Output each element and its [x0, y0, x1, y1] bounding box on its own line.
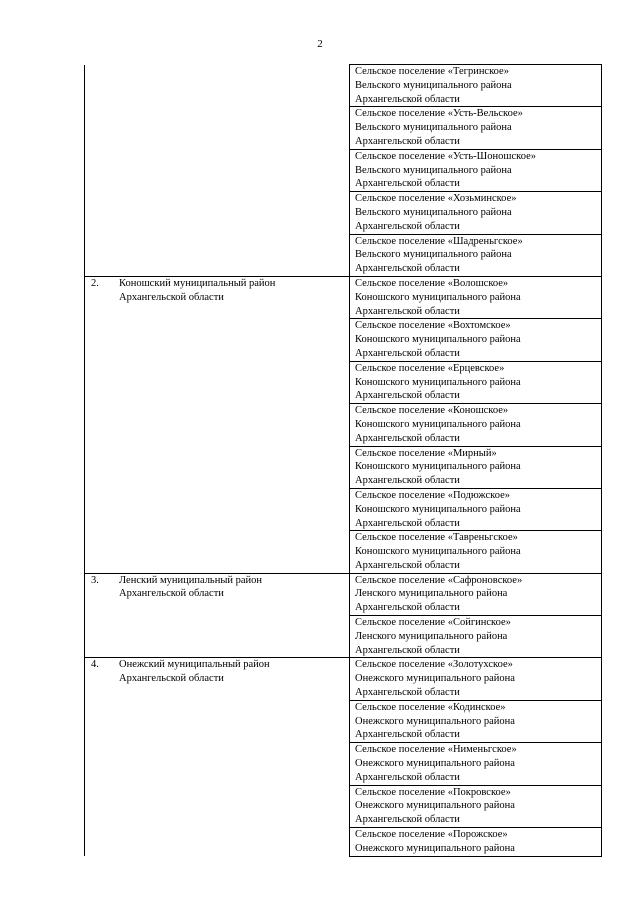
settlement-name-line: Архангельской области [355, 602, 460, 614]
settlement-name-line: Сельское поселение «Покровское» [355, 786, 511, 798]
settlement-cell [350, 192, 602, 234]
settlement-cell [350, 276, 602, 318]
table-row [85, 531, 602, 573]
row-number-cell [85, 446, 119, 488]
table-row [85, 743, 602, 785]
row-number-cell [85, 404, 119, 446]
settlement-cell [350, 149, 602, 191]
settlement-name-line: Архангельской области [355, 93, 460, 105]
row-number-cell [85, 700, 119, 742]
settlement-name-line: Вельского муниципального района [355, 79, 512, 91]
district-cell [118, 404, 350, 446]
settlement-name-line: Сельское поселение «Порожское» [355, 829, 508, 841]
settlement-name-line: Архангельской области [355, 220, 460, 232]
settlement-name-line: Сельское поселение «Вохтомское» [355, 320, 511, 332]
settlement-cell [350, 234, 602, 276]
settlement-cell [350, 828, 602, 857]
table-row [85, 192, 602, 234]
row-number-cell [85, 785, 119, 827]
settlement-name-line: Коношского муниципального района [355, 461, 521, 473]
settlement-cell [350, 65, 602, 107]
district-cell [118, 319, 350, 361]
settlement-name-line: Коношского муниципального района [355, 503, 521, 515]
settlement-cell [350, 531, 602, 573]
settlement-name-line: Онежского муниципального района [355, 758, 515, 770]
settlement-name-line: Сельское поселение «Волошское» [355, 277, 509, 289]
settlement-name-line: Сельское поселение «Нименьгское» [355, 744, 517, 756]
settlement-name-line: Сельское поселение «Кодинское» [355, 701, 506, 713]
settlement-name-line: Архангельской области [355, 475, 460, 487]
settlements-table [84, 64, 602, 857]
settlement-name-line: Архангельской области [355, 305, 460, 317]
page-number: 2 [317, 38, 323, 50]
table-row [85, 276, 602, 318]
district-cell [118, 743, 350, 785]
district-cell [118, 234, 350, 276]
settlement-name-line: Сельское поселение «Усть-Вельское» [355, 108, 523, 120]
table-row [85, 361, 602, 403]
table-row [85, 446, 602, 488]
settlement-name-line: Архангельской области [355, 178, 460, 190]
table-row [85, 107, 602, 149]
settlement-name-line: Вельского муниципального района [355, 206, 512, 218]
settlement-name-line: Архангельской области [355, 644, 460, 656]
settlement-name-line: Архангельской области [355, 432, 460, 444]
row-number-cell [85, 361, 119, 403]
settlement-cell [350, 785, 602, 827]
settlement-name-line: Онежского муниципального района [355, 715, 515, 727]
district-cell [118, 700, 350, 742]
settlement-name-line: Сельское поселение «Мирный» [355, 447, 497, 459]
settlement-name-line: Сельское поселение «Тавреньгское» [355, 532, 518, 544]
district-cell [118, 785, 350, 827]
row-number-cell [85, 149, 119, 191]
table-row [85, 488, 602, 530]
district-cell [118, 149, 350, 191]
district-cell [118, 192, 350, 234]
row-number-cell [85, 743, 119, 785]
settlement-name-line: Архангельской области [355, 517, 460, 529]
settlement-cell [350, 319, 602, 361]
row-number-cell [85, 192, 119, 234]
settlement-name-line: Ленского муниципального района [355, 630, 508, 642]
district-name-line: Коношский муниципальный район [119, 277, 276, 289]
settlement-name-line: Онежского муниципального района [355, 800, 515, 812]
settlement-name-line: Сельское поселение «Подюжское» [355, 489, 511, 501]
settlement-name-line: Архангельской области [355, 687, 460, 699]
table-row [85, 573, 602, 615]
district-cell [118, 65, 350, 107]
table-row [85, 616, 602, 658]
table-row [85, 700, 602, 742]
settlement-name-line: Архангельской области [355, 263, 460, 275]
district-name-line: Ленский муниципальный район [119, 574, 263, 586]
settlement-cell [350, 573, 602, 615]
row-number: 4. [91, 659, 99, 671]
settlement-name-line: Архангельской области [355, 729, 460, 741]
settlement-name-line: Коношского муниципального района [355, 418, 521, 430]
row-number-cell [85, 65, 119, 107]
district-cell [118, 488, 350, 530]
settlement-cell [350, 743, 602, 785]
settlement-name-line: Архангельской области [355, 135, 460, 147]
settlement-cell [350, 488, 602, 530]
settlement-name-line: Коношского муниципального района [355, 376, 521, 388]
settlement-cell [350, 658, 602, 700]
district-name-line: Онежский муниципальный район [119, 659, 270, 671]
district-cell [118, 107, 350, 149]
district-name-line: Архангельской области [119, 291, 224, 303]
row-number-cell [85, 319, 119, 361]
settlement-name-line: Сельское поселение «Ерцевское» [355, 362, 505, 374]
settlement-name-line: Архангельской области [355, 814, 460, 826]
settlement-name-line: Сельское поселение «Тегринское» [355, 66, 509, 77]
settlement-name-line: Онежского муниципального района [355, 842, 515, 854]
settlement-name-line: Сельское поселение «Золотухское» [355, 659, 513, 671]
settlement-name-line: Сельское поселение «Сойгинское» [355, 617, 511, 629]
table-row [85, 658, 602, 700]
settlement-name-line: Архангельской области [355, 390, 460, 402]
row-number-cell [85, 658, 119, 700]
row-number-cell [85, 573, 119, 615]
settlement-name-line: Сельское поселение «Шадреньгское» [355, 235, 523, 247]
district-cell [118, 276, 350, 318]
settlement-name-line: Сельское поселение «Хозьминское» [355, 193, 517, 205]
settlement-name-line: Архангельской области [355, 347, 460, 359]
district-cell [118, 446, 350, 488]
table-row [85, 319, 602, 361]
district-name-line: Архангельской области [119, 673, 224, 685]
settlement-cell [350, 361, 602, 403]
row-number-cell [85, 616, 119, 658]
district-cell [118, 828, 350, 857]
settlement-name-line: Ленского муниципального района [355, 588, 508, 600]
settlement-cell [350, 404, 602, 446]
row-number-cell [85, 276, 119, 318]
row-number-cell [85, 234, 119, 276]
table-row [85, 785, 602, 827]
settlement-cell [350, 700, 602, 742]
settlement-cell [350, 446, 602, 488]
settlements-table-body [85, 65, 602, 857]
settlement-cell [350, 616, 602, 658]
settlement-name-line: Сельское поселение «Сафроновское» [355, 574, 523, 586]
settlement-name-line: Коношского муниципального района [355, 334, 521, 346]
settlement-name-line: Архангельской области [355, 771, 460, 783]
row-number-cell [85, 531, 119, 573]
settlement-name-line: Сельское поселение «Усть-Шоношское» [355, 150, 536, 162]
settlement-name-line: Коношского муниципального района [355, 291, 521, 303]
district-name-line: Архангельской области [119, 588, 224, 600]
row-number: 2. [91, 277, 99, 289]
table-row [85, 404, 602, 446]
district-cell [118, 531, 350, 573]
table-row [85, 65, 602, 107]
row-number-cell [85, 488, 119, 530]
district-cell [118, 658, 350, 700]
row-number: 3. [91, 574, 99, 586]
table-row [85, 234, 602, 276]
district-cell [118, 616, 350, 658]
district-cell [118, 573, 350, 615]
settlement-name-line: Вельского муниципального района [355, 249, 512, 261]
settlement-name-line: Вельского муниципального района [355, 164, 512, 176]
settlement-name-line: Онежского муниципального района [355, 673, 515, 685]
table-row [85, 149, 602, 191]
settlement-name-line: Архангельской области [355, 559, 460, 571]
row-number-cell [85, 828, 119, 857]
settlement-cell [350, 107, 602, 149]
row-number-cell [85, 107, 119, 149]
settlement-name-line: Сельское поселение «Коношское» [355, 405, 509, 417]
district-cell [118, 361, 350, 403]
settlement-name-line: Коношского муниципального района [355, 546, 521, 558]
settlement-name-line: Вельского муниципального района [355, 122, 512, 134]
table-row [85, 828, 602, 857]
